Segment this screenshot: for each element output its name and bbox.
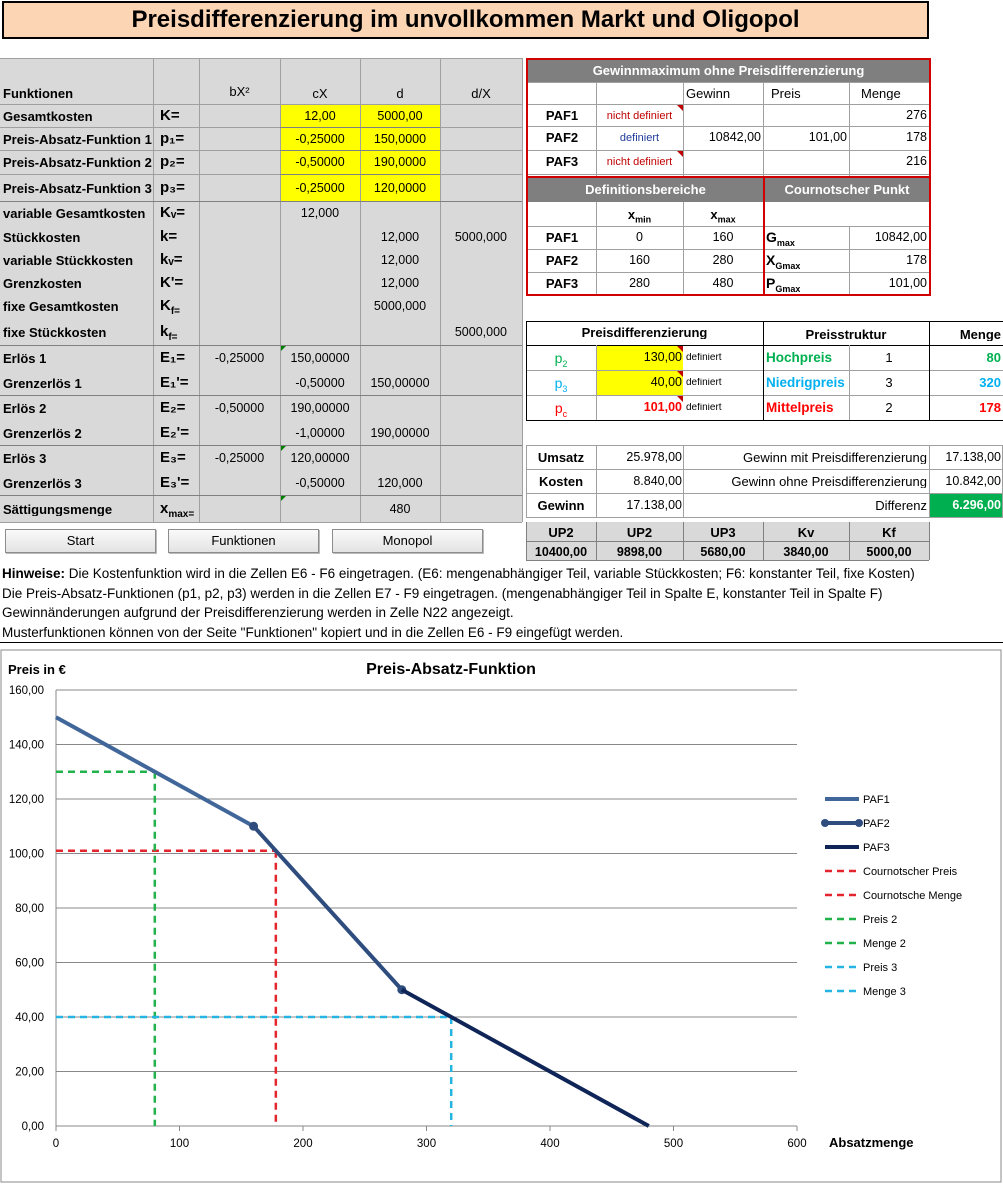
row-symbol [160, 425, 189, 440]
grid-line [763, 522, 764, 560]
comment-marker [677, 346, 683, 352]
row-label: Erlös 3 [3, 452, 47, 465]
series-marker [249, 822, 258, 831]
up-value: 5680,00 [700, 546, 746, 559]
grid-line [0, 174, 522, 175]
row-label: fixe Gesamtkosten [3, 300, 119, 313]
x-tick-label: 300 [416, 1138, 437, 1150]
y-axis-label: Preis in € [8, 662, 66, 677]
def-paf-name: PAF1 [545, 231, 579, 244]
def-min: 160 [629, 254, 650, 267]
cell-d: 190,00000 [370, 427, 430, 440]
legend-label[interactable]: PAF3 [863, 842, 890, 854]
paf-menge: 276 [906, 109, 927, 122]
row-symbol [160, 154, 185, 169]
col-header-cx: cX [312, 87, 328, 100]
comment-marker [281, 496, 286, 501]
row-label: Erlös 1 [3, 352, 47, 365]
cournot-frame [763, 176, 931, 296]
funktionen-button[interactable]: Funktionen [168, 529, 319, 553]
cell-d[interactable]: 120,0000 [373, 182, 427, 195]
y-tick-label: 100,00 [8, 848, 44, 861]
grid-line [526, 445, 527, 517]
row-symbol-text: E₃= [160, 450, 186, 465]
row-symbol [160, 475, 189, 490]
summary-label: Kosten [538, 475, 584, 488]
cell-bx2: -0,25000 [214, 452, 265, 465]
up-value: 3840,00 [783, 546, 829, 559]
row-symbol-text: p₁= [160, 131, 185, 146]
gewinnmax-frame [526, 58, 931, 178]
summary-compare-label: Differenz [875, 499, 927, 512]
grid-line [683, 445, 684, 517]
summary-label: Umsatz [537, 451, 585, 464]
preisdiff-symbol [526, 351, 596, 369]
col-gewinn: Gewinn [686, 87, 731, 100]
y-tick-label: 80,00 [15, 903, 44, 915]
cell-cx: 12,000 [300, 207, 340, 220]
def-min: 0 [636, 231, 643, 244]
cell-cx[interactable]: -0,25000 [295, 182, 345, 195]
x-tick-label: 500 [663, 1138, 684, 1150]
preisdiff-status: definiert [686, 378, 722, 388]
row-symbol-text: p₃= [160, 180, 185, 195]
defbereich-title: Definitionsbereiche [528, 178, 763, 202]
cell-d[interactable]: 5000,00 [377, 110, 423, 123]
row-symbol [160, 252, 183, 267]
def-max: 160 [712, 231, 734, 244]
separator-line [0, 642, 1003, 643]
summary-value: 17.138,00 [626, 499, 682, 512]
sheet-title: Preisdifferenzierung im unvollkommen Markt und Oligopol [2, 1, 929, 39]
paf-name: PAF1 [545, 109, 579, 122]
x-tick-label: 400 [540, 1138, 560, 1150]
preisdiff-sym-sub: 3 [562, 383, 568, 394]
summary-label: Gewinn [537, 499, 585, 512]
hints-label: Hinweise: [2, 566, 66, 581]
up-header: Kf [882, 526, 896, 539]
cournot-sym-sub: max [776, 237, 795, 248]
row-label: Grenzerlös 2 [3, 427, 82, 440]
grid-line [929, 445, 930, 517]
row-symbol [160, 298, 180, 317]
preisstruktur-label: Mittelpreis [766, 401, 834, 415]
grid-line [526, 445, 1003, 446]
row-symbol-text: E₁'= [160, 375, 189, 390]
summary-compare-value: 6.296,00 [952, 499, 1001, 512]
up-header: UP2 [548, 526, 574, 539]
preisdiff-value: 101,00 [643, 401, 682, 414]
grid-line [929, 321, 930, 420]
row-symbol-text: kᵥ= [160, 252, 183, 267]
row-label: Stückkosten [3, 231, 81, 244]
grid-line [526, 522, 527, 560]
hint-line-1: Die Kostenfunktion wird in die Zellen E6 - F6 eingetragen. (E6: mengenabhängiger Teil, variable Stückkosten; F6: konstanter Teil, fixe Kosten) [65, 566, 915, 581]
preisdiff-sym-text: p [554, 351, 563, 366]
y-tick-label: 0,00 [21, 1121, 44, 1133]
row-label: variable Gesamtkosten [3, 207, 146, 220]
preisstruktur-rank: 2 [885, 401, 893, 414]
grid-line [0, 127, 522, 128]
grid-line [0, 58, 522, 59]
cournot-value: 10842,00 [874, 231, 927, 244]
row-label: Erlös 2 [3, 402, 47, 415]
row-symbol-text: E₂= [160, 400, 186, 415]
cell-d: 12,000 [380, 254, 420, 267]
cournot-sym-sub: Gmax [775, 283, 801, 294]
row-symbol-text: E₃'= [160, 475, 190, 490]
cell-cx: 190,00000 [290, 402, 350, 415]
cell-cx[interactable]: -0,25000 [295, 133, 345, 146]
comment-marker [677, 371, 683, 377]
col-preis: Preis [771, 87, 801, 100]
up-value: 10400,00 [534, 546, 588, 559]
row-symbol-text: x [160, 501, 169, 517]
preisstruktur-rank: 1 [885, 351, 893, 364]
row-label: Preis-Absatz-Funktion 3 [3, 182, 152, 195]
preisdiff-status: definiert [686, 403, 722, 413]
results-area [526, 57, 1003, 562]
xmax-sub: max [717, 214, 736, 225]
grid-line [526, 345, 1003, 346]
legend-label[interactable]: PAF1 [863, 794, 890, 806]
grid-line [526, 370, 1003, 371]
col-header-d: d [396, 87, 404, 100]
col-header-dx: d/X [471, 87, 491, 100]
comment-marker [677, 151, 683, 157]
grid-line [596, 522, 597, 560]
cournot-sym-text: X [766, 253, 776, 268]
preisdiff-symbol [526, 376, 596, 394]
chart-title: Preis-Absatz-Funktion [366, 661, 536, 678]
grid-line [0, 495, 522, 496]
row-symbol-text: p₂= [160, 154, 185, 169]
comment-marker [281, 346, 286, 351]
x-tick-label: 100 [169, 1138, 190, 1150]
row-symbol-text: K [160, 298, 171, 314]
grid-line [683, 522, 684, 560]
paf-name: PAF3 [545, 155, 579, 168]
grid-line [526, 541, 929, 542]
cell-d: 150,00000 [370, 377, 430, 390]
cell-d[interactable]: 190,0000 [373, 156, 427, 169]
comment-marker [677, 105, 683, 111]
paf-gewinn: 10842,00 [708, 131, 761, 144]
row-symbol-text: E₂'= [160, 425, 189, 440]
grid-line [526, 420, 1003, 421]
row-symbol [160, 180, 185, 195]
row-symbol [160, 501, 194, 520]
up-value: 5000,00 [866, 546, 912, 559]
row-symbol-text: k [160, 324, 169, 340]
legend-label[interactable]: Preis 2 [863, 914, 898, 926]
x-tick-label: 0 [52, 1138, 60, 1150]
defbereich-frame [526, 176, 765, 296]
grid-line [0, 522, 522, 523]
monopol-button[interactable]: Monopol [332, 529, 483, 553]
comment-marker [281, 446, 286, 451]
paf-status: nicht definiert [606, 157, 673, 168]
grid-line [280, 174, 440, 175]
def-min: 280 [629, 277, 650, 290]
xmin-sub: min [635, 214, 652, 225]
cell-dx: 5000,000 [454, 231, 507, 244]
y-tick-label: 20,00 [15, 1066, 44, 1079]
grid-line [526, 321, 1003, 322]
cell-d: 120,000 [377, 477, 423, 490]
row-symbol [160, 205, 185, 220]
cell-d: 12,000 [380, 231, 420, 244]
preisdiff-sym-sub: 2 [562, 358, 568, 369]
cell-cx[interactable]: 12,00 [304, 110, 336, 123]
menge-title: Menge [959, 328, 1001, 341]
cournot-sym-text: G [766, 230, 777, 245]
cell-cx[interactable]: -0,50000 [295, 156, 345, 169]
grid-line [526, 493, 1003, 494]
paf-menge: 216 [906, 155, 927, 168]
grid-line [280, 150, 440, 151]
y-tick-label: 120,00 [8, 794, 44, 806]
up-header: UP2 [626, 526, 653, 539]
grid-line [526, 321, 527, 420]
col-header-bx2 [199, 85, 280, 98]
hint-line-3: Gewinnänderungen aufgrund der Preisdifferenzierung werden in Zelle N22 angezeigt. [2, 605, 514, 620]
y-tick-label: 60,00 [15, 957, 44, 970]
price-sales-chart[interactable] [0, 649, 1003, 1184]
row-label: Sättigungsmenge [3, 503, 113, 516]
row-label: fixe Stückkosten [3, 326, 107, 339]
summary-compare-label: Gewinn mit Preisdifferenzierung [742, 451, 927, 464]
col-header-bx2-text: bX² [229, 85, 250, 98]
row-symbol [160, 275, 183, 290]
row-symbol-text: K= [160, 108, 180, 123]
cournot-sym-sub: Gmax [775, 260, 801, 271]
grid-line [929, 522, 930, 560]
xmax-symbol: x [710, 208, 718, 222]
chart-frame [1, 650, 1001, 1182]
legend-label[interactable]: Cournotsche Menge [863, 890, 963, 902]
preisdiff-value[interactable]: 40,00 [650, 376, 682, 389]
preisdiff-menge: 178 [979, 401, 1001, 414]
cell-bx2: -0,50000 [214, 402, 265, 415]
legend-label[interactable]: Preis 3 [863, 962, 898, 974]
summary-compare-value: 10.842,00 [945, 475, 1001, 488]
preisdiff-symbol [526, 401, 596, 419]
preisstruktur-label: Hochpreis [766, 351, 833, 365]
row-label: Grenzkosten [3, 277, 82, 290]
def-paf-name: PAF2 [545, 254, 579, 267]
legend-label[interactable]: Menge 3 [863, 986, 906, 998]
grid-line [522, 58, 523, 522]
grid-line [526, 517, 1003, 518]
grid-line [0, 150, 522, 151]
cell-cx: 120,00000 [290, 452, 350, 465]
row-symbol-sub: max= [168, 509, 195, 520]
preisstruktur-rank: 3 [885, 376, 893, 389]
grid-line [0, 201, 522, 202]
preisdiff-menge: 320 [979, 376, 1001, 389]
cell-cx: -0,50000 [295, 477, 345, 490]
row-symbol-text: k= [160, 229, 178, 244]
grid-line [526, 560, 929, 561]
grid-line [526, 469, 1003, 470]
cell-d: 12,000 [380, 277, 420, 290]
y-tick-label: 160,00 [8, 685, 44, 697]
preisdiff-title: Preisdifferenzierung [581, 326, 708, 339]
paf-status: nicht definiert [606, 111, 673, 122]
row-label: variable Stückkosten [3, 254, 134, 267]
hint-line-2: Die Preis-Absatz-Funktionen (p1, p2, p3) werden in die Zellen E7 - F9 eingetragen. (mengenabhängiger Teil in Spalte E, konstanter Teil in Spalte F) [2, 585, 883, 601]
preisdiff-sym-text: p [554, 376, 563, 391]
row-symbol [160, 229, 177, 244]
up-value: 9898,00 [616, 546, 663, 559]
comment-marker [677, 396, 683, 402]
summary-compare-value: 17.138,00 [945, 451, 1001, 464]
grid-line [0, 395, 522, 396]
row-label: Preis-Absatz-Funktion 2 [3, 156, 152, 169]
paf-name: PAF2 [545, 131, 579, 144]
preisdiff-sym-text: p [554, 401, 563, 416]
preisdiff-menge: 80 [986, 351, 1001, 364]
paf-menge: 178 [906, 131, 927, 144]
y-tick-label: 40,00 [15, 1012, 44, 1024]
row-label: Preis-Absatz-Funktion 1 [3, 133, 152, 146]
row-symbol [160, 375, 189, 390]
row-symbol [160, 324, 178, 343]
row-symbol-sub: f= [170, 306, 181, 317]
preisdiff-value[interactable]: 130,00 [643, 351, 682, 364]
grid-line [849, 522, 850, 560]
preisdiff-sym-sub: c [562, 408, 568, 419]
cournot-value: 101,00 [888, 277, 927, 290]
up-header: Kv [797, 526, 815, 539]
col-menge: Menge [861, 87, 901, 100]
summary-value: 8.840,00 [633, 475, 682, 488]
functions-table [0, 58, 522, 524]
legend-label[interactable]: Menge 2 [863, 938, 906, 950]
cell-d: 480 [389, 503, 411, 516]
row-symbol-text: E₁= [160, 350, 185, 365]
row-label: Grenzerlös 1 [3, 377, 82, 390]
cell-d[interactable]: 150,0000 [373, 133, 427, 146]
cell-d: 5000,000 [373, 300, 427, 313]
cell-cx: -0,50000 [295, 377, 345, 390]
grid-line [280, 127, 440, 128]
x-axis-label: Absatzmenge [829, 1135, 914, 1150]
paf-status: definiert [619, 133, 660, 144]
row-symbol [160, 131, 184, 146]
legend-label[interactable]: PAF2 [863, 818, 890, 830]
def-paf-name: PAF3 [545, 277, 579, 290]
summary-value: 25.978,00 [626, 451, 682, 464]
paf-preis: 101,00 [808, 131, 847, 144]
row-symbol [160, 400, 185, 415]
hints-text [2, 564, 1002, 642]
cournot-sym-text: P [766, 276, 776, 291]
grid-line [596, 345, 597, 420]
def-max: 480 [712, 277, 734, 290]
row-symbol-text: Kᵥ= [160, 205, 186, 220]
chart-svg [0, 649, 1003, 1184]
xmin-symbol: x [627, 208, 636, 222]
row-symbol-text: K'= [160, 275, 184, 290]
legend-marker [821, 819, 829, 827]
row-symbol-sub: f= [168, 332, 178, 343]
gewinnmax-title: Gewinnmaximum ohne Preisdifferenzierung [528, 60, 929, 82]
cell-cx: -1,00000 [295, 427, 345, 440]
preisstruktur-label: Niedrigpreis [766, 376, 845, 390]
start-button[interactable]: Start [5, 529, 156, 553]
x-tick-label: 600 [787, 1138, 807, 1150]
row-symbol [160, 350, 185, 365]
grid-line [596, 445, 597, 517]
row-label: Gesamtkosten [3, 110, 93, 123]
y-tick-label: 140,00 [8, 739, 44, 752]
x-tick-label: 200 [293, 1138, 313, 1150]
hint-line-4: Musterfunktionen können von der Seite "Funktionen" kopiert und in die Zellen E6 - F9 eingefügt werden. [2, 624, 624, 640]
legend-marker [855, 819, 863, 827]
grid-line [849, 345, 850, 420]
summary-compare-label: Gewinn ohne Preisdifferenzierung [731, 475, 927, 488]
row-symbol [160, 108, 180, 123]
up-header: UP3 [710, 526, 736, 539]
def-max: 280 [712, 254, 734, 267]
preisstruktur-title: Preisstruktur [805, 328, 887, 341]
grid-line [0, 445, 522, 446]
preisdiff-status: definiert [686, 353, 722, 363]
legend-label[interactable]: Cournotscher Preis [863, 866, 958, 878]
grid-line [763, 321, 764, 420]
cournot-title: Cournotscher Punkt [765, 178, 929, 202]
cell-cx: 150,00000 [290, 352, 350, 365]
cell-dx: 5000,000 [454, 326, 507, 339]
grid-line [0, 345, 522, 346]
cournot-value: 178 [906, 254, 927, 267]
grid-line [526, 395, 1003, 396]
grid-line [0, 104, 522, 105]
row-label: Grenzerlös 3 [3, 477, 82, 490]
cell-bx2: -0,25000 [214, 352, 265, 365]
row-symbol [160, 450, 186, 465]
col-header-functions: Funktionen [3, 87, 74, 100]
